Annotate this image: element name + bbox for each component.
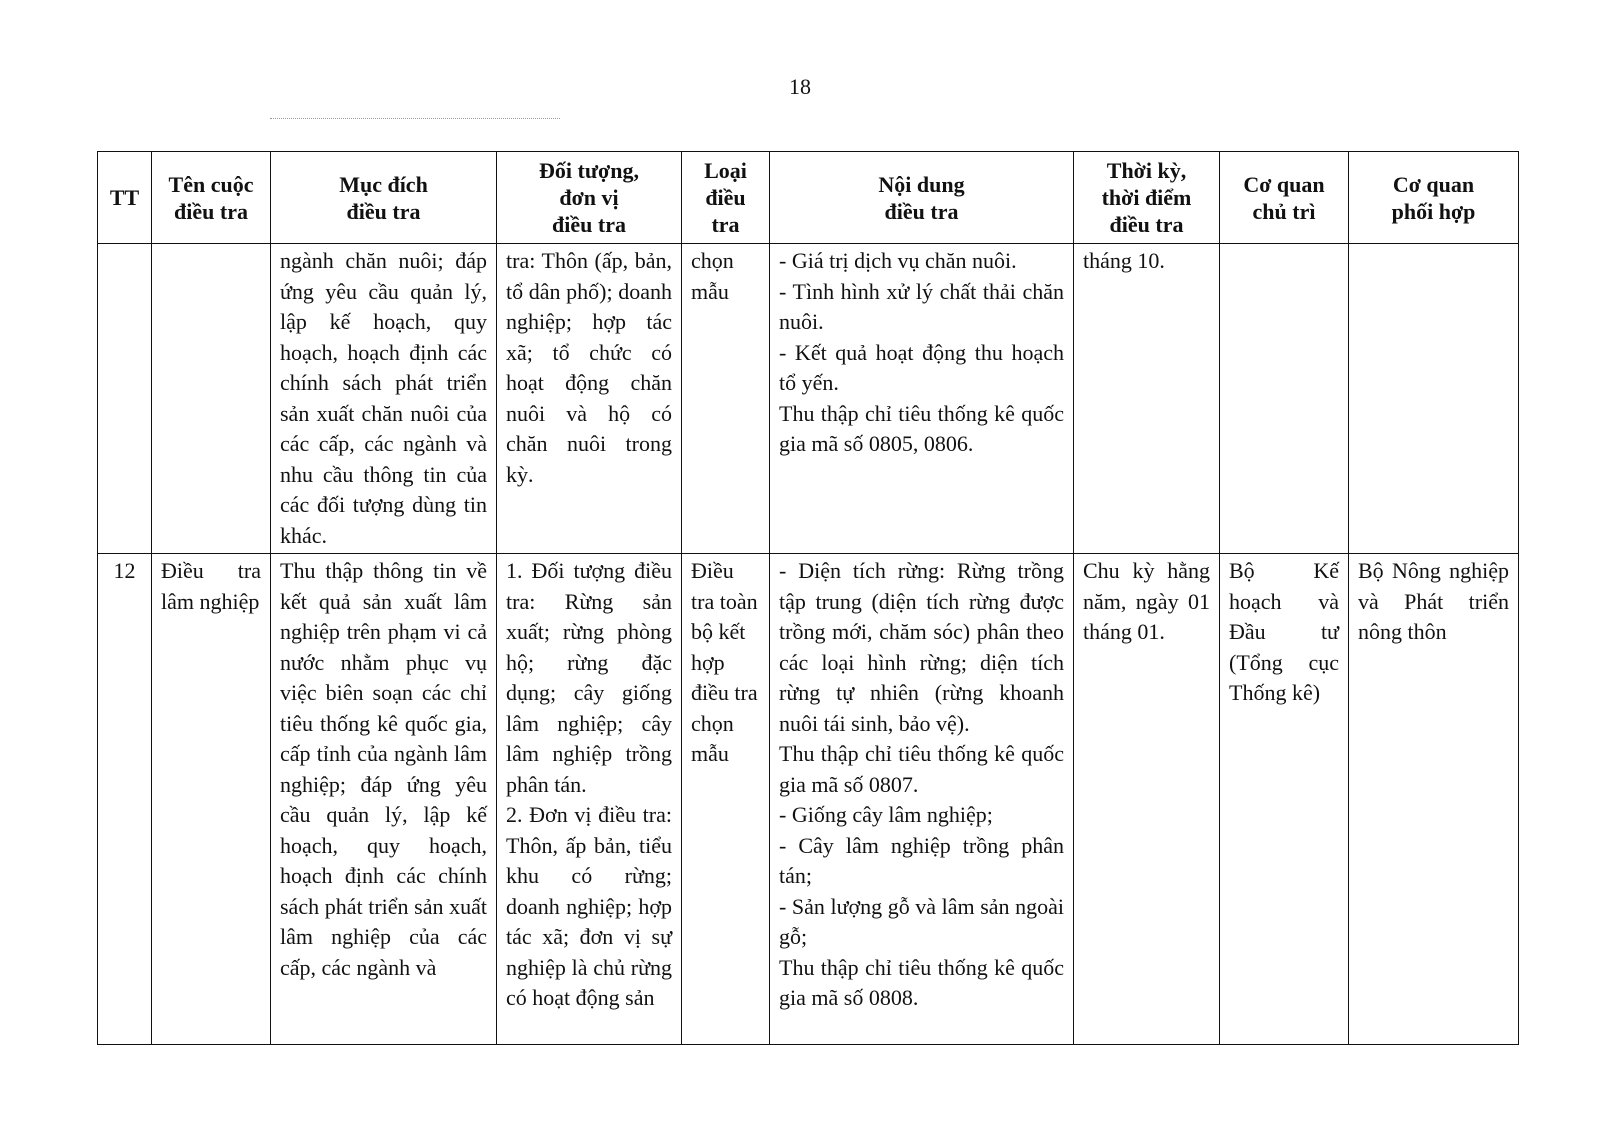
header-subject: Đối tượng, đơn vị điều tra — [497, 152, 682, 244]
header-survey-name: Tên cuộc điều tra — [152, 152, 271, 244]
table-row — [98, 554, 1519, 1045]
cell-content: - Giá trị dịch vụ chăn nuôi. - Tình hình xử lý chất thải chăn nuôi. - Kết quả hoạt động thu hoạch tổ yến. Thu thập chỉ tiêu thống kê quốc gia mã số 0805, 0806. — [770, 244, 1074, 554]
page-number: 18 — [789, 74, 811, 99]
header-rule — [270, 118, 560, 119]
header-coop-agency: Cơ quan phối hợp — [1349, 152, 1519, 244]
header-lead-agency: Cơ quan chủ trì — [1220, 152, 1349, 244]
cell-coop-agency: Bộ Nông nghiệp và Phát triển nông thôn — [1349, 554, 1519, 1045]
cell-survey-name — [152, 244, 271, 554]
cell-content: - Diện tích rừng: Rừng trồng tập trung (diện tích rừng được trồng mới, chăm sóc) phân theo các loại hình rừng; diện tích rừng tự nhiên (rừng khoanh nuôi tái sinh, bảo vệ). Thu thập chỉ tiêu thống kê quốc gia mã số 0807. - Giống cây lâm nghiệp; - Cây lâm nghiệp trồng phân tán; - Sản lượng gỗ và lâm sản ngoài gỗ; Thu thập chỉ tiêu thống kê quốc gia mã số 0808. — [770, 554, 1074, 1045]
header-purpose: Mục đích điều tra — [271, 152, 497, 244]
cell-survey-type: chọn mẫu — [682, 244, 770, 554]
cell-lead-agency — [1220, 244, 1349, 554]
header-period: Thời kỳ, thời điểm điều tra — [1074, 152, 1220, 244]
header-survey-type: Loại điều tra — [682, 152, 770, 244]
cell-tt — [98, 244, 152, 554]
cell-lead-agency: Bộ Kế hoạch và Đầu tư (Tổng cục Thống kê) — [1220, 554, 1349, 1045]
cell-period: tháng 10. — [1074, 244, 1220, 554]
cell-purpose: ngành chăn nuôi; đáp ứng yêu cầu quản lý, lập kế hoạch, quy hoạch, hoạch định các chính sách phát triển sản xuất chăn nuôi của các cấp, các ngành và nhu cầu thông tin của các đối tượng dùng tin khác. — [271, 244, 497, 554]
header-content: Nội dung điều tra — [770, 152, 1074, 244]
cell-period: Chu kỳ hằng năm, ngày 01 tháng 01. — [1074, 554, 1220, 1045]
table-header-row — [98, 152, 1519, 244]
cell-survey-name: Điều tra lâm nghiệp — [152, 554, 271, 1045]
cell-coop-agency — [1349, 244, 1519, 554]
cell-subject: 1. Đối tượng điều tra: Rừng sản xuất; rừng phòng hộ; rừng đặc dụng; cây giống lâm nghiệp; cây lâm nghiệp trồng phân tán. 2. Đơn vị điều tra: Thôn, ấp bản, tiểu khu có rừng; doanh nghiệp; hợp tác xã; đơn vị sự nghiệp là chủ rừng có hoạt động sản — [497, 554, 682, 1045]
cell-purpose: Thu thập thông tin về kết quả sản xuất lâm nghiệp trên phạm vi cả nước nhằm phục vụ việc biên soạn các chỉ tiêu thống kê quốc gia, cấp tỉnh của ngành lâm nghiệp; đáp ứng yêu cầu quản lý, lập kế hoạch, quy hoạch, hoạch định các chính sách phát triển sản xuất lâm nghiệp của các cấp, các ngành và — [271, 554, 497, 1045]
table-row — [98, 244, 1519, 554]
cell-tt: 12 — [98, 554, 152, 1045]
header-tt: TT — [98, 152, 152, 244]
survey-table — [97, 151, 1519, 1045]
cell-subject: tra: Thôn (ấp, bản, tổ dân phố); doanh nghiệp; hợp tác xã; tổ chức có hoạt động chăn nuôi và hộ có chăn nuôi trong kỳ. — [497, 244, 682, 554]
cell-survey-type: Điều tra toàn bộ kết hợp điều tra chọn mẫu — [682, 554, 770, 1045]
